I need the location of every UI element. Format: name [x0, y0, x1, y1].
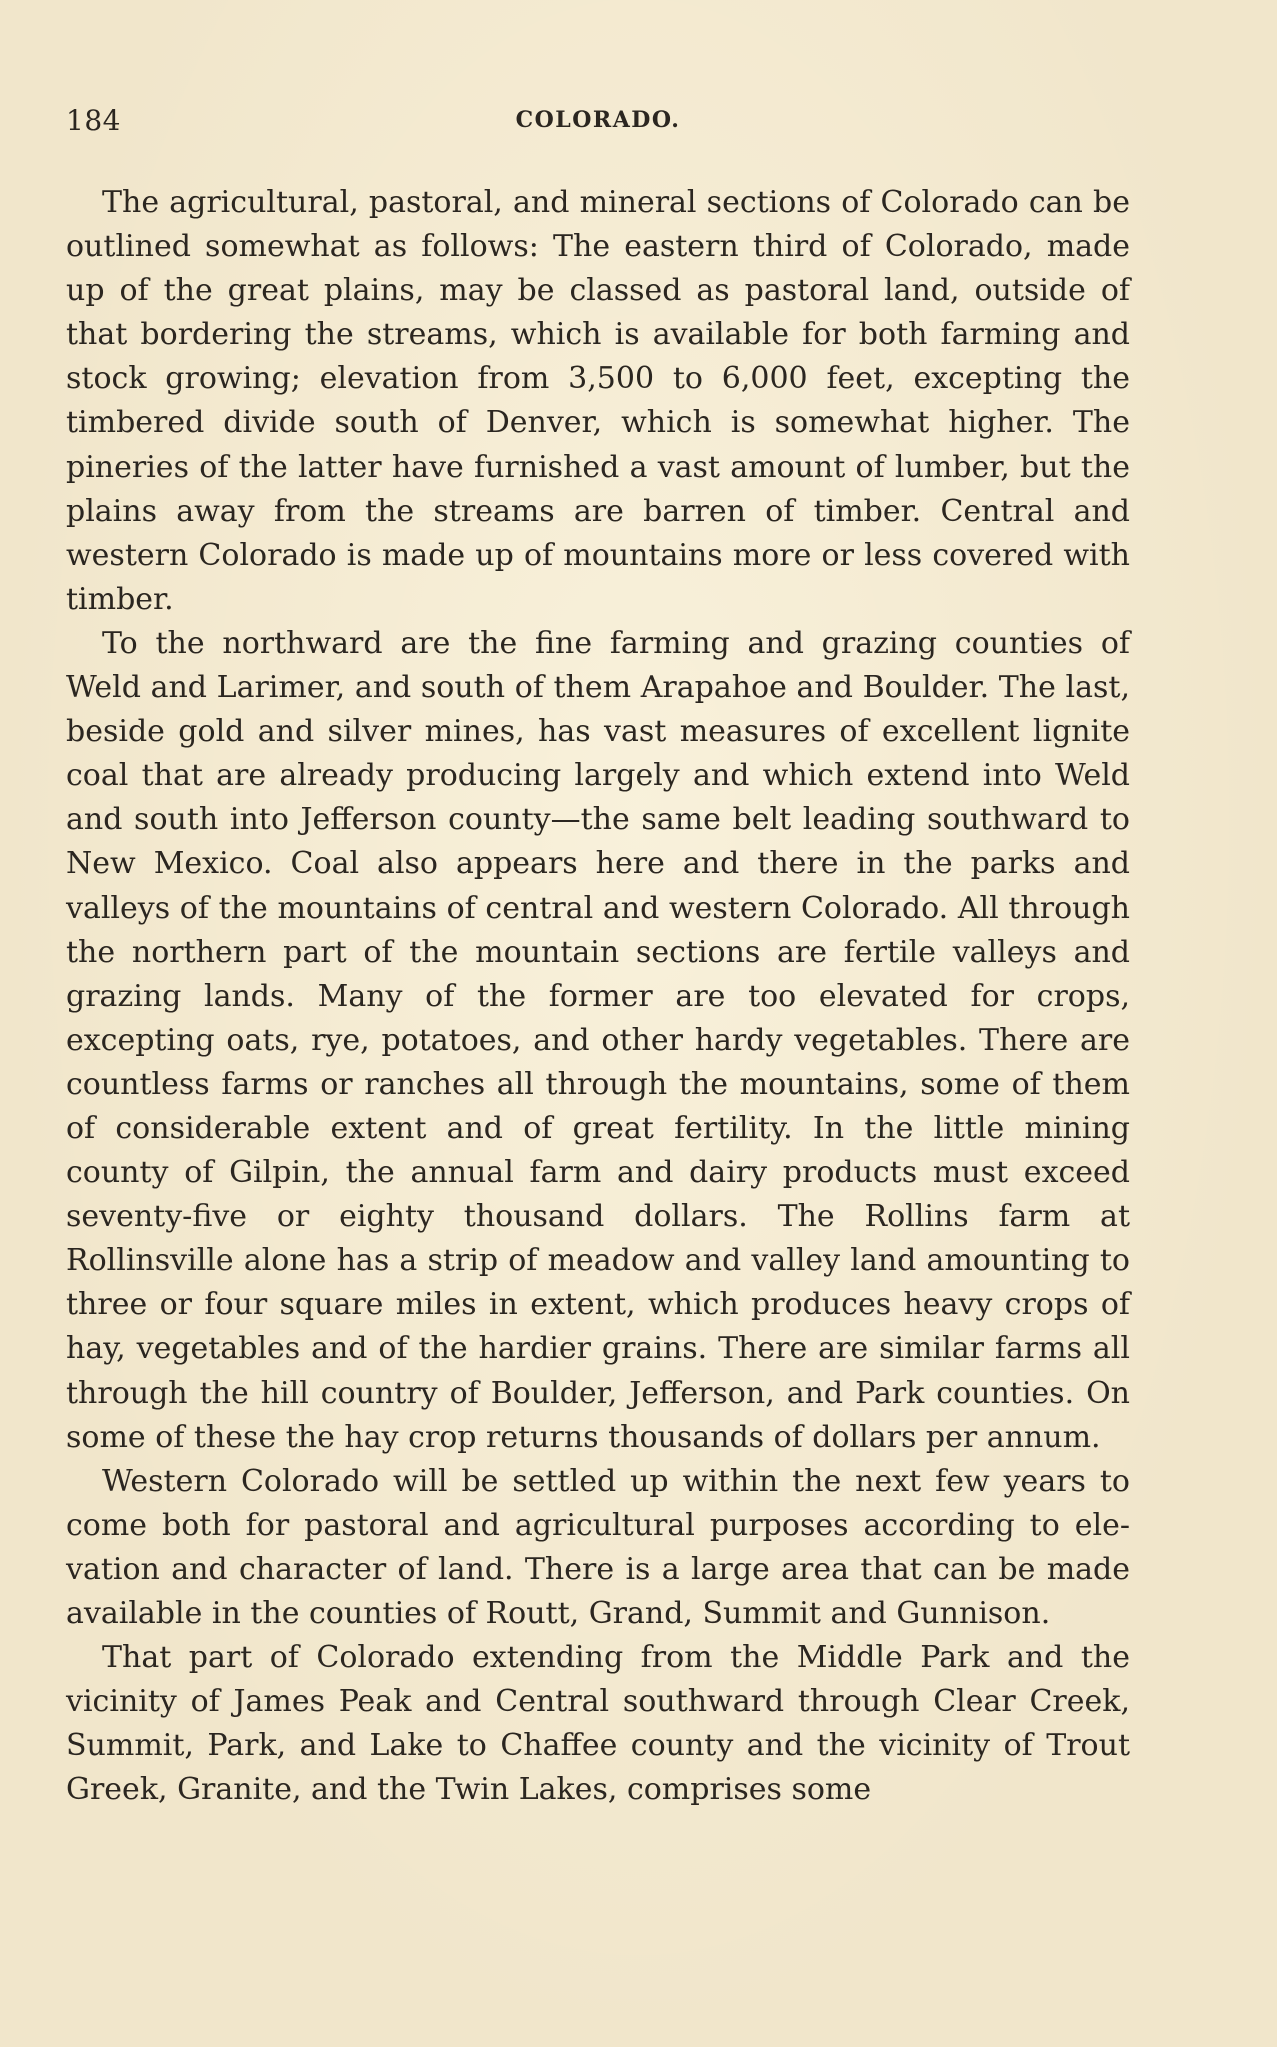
paragraph-3: Western Colorado will be settled up within the next few years to come both for pastoral and agricultural purposes according to elevation and character of land. There is a large area that can be made available in the counties of Routt, Grand, Summit and Gunnison. — [66, 1463, 1130, 1631]
body-text — [66, 181, 1130, 1812]
page-number: 184 — [66, 104, 121, 137]
paragraph-4: That part of Colorado extending from the Middle Park and the vicinity of James Peak and Central southward through Clear Creek, Summit, Park, and Lake to Chaffee county and the vicinity of Trout Greek, Granite, and the Twin Lakes, comprises some — [66, 1640, 1130, 1808]
running-title: COLORADO. — [515, 107, 681, 133]
paragraph-2: To the northward are the fine farming and grazing counties of Weld and Larimer, and south of them Arapahoe and Boulder. The last, beside gold and silver mines, has vast measures of excellent lignite coal that are already producing largely and which extend into Weld and south into Jefferson county—the same belt leading southward to New Mexico. Coal also appears here and there in the parks and valleys of the mountains of central and western Colorado. All through the northern part of the mountain sections are fertile valleys and grazing lands. Many of the former are too elevated for crops, excepting oats, rye, potatoes, and other hardy vegetables. There are countless farms or ranches all through the mountains, some of them of considerable extent and of great fertility. In the little mining county of Gilpin, the annual farm and dairy products must exceed seventy-five or eighty thousand dollars. The Rollins farm at Rollinsville alone has a strip of meadow and valley land amounting to three or four square miles in extent, which produces heavy crops of hay, vegetables and of the hardier grains. There are similar farms all through the hill country of Boulder, Jefferson, and Park counties. On some of these the hay crop returns thousands of dollars per annum. — [66, 625, 1130, 1455]
paragraph-1: The agricultural, pastoral, and mineral sections of Colorado can be outlined somewhat as follows: The eastern third of Colorado, made up of the great plains, may be classed as pastoral land, outside of that bordering the streams, which is available for both farming and stock growing; elevation from 3,500 to 6,000 feet, excepting the timbered divide south of Denver, which is somewhat higher. The pineries of the latter have furnished a vast amount of lumber, but the plains away from the streams are barren of timber. Central and western Colorado is made up of mountains more or less covered with timber. — [66, 185, 1130, 617]
running-head — [66, 104, 1130, 144]
